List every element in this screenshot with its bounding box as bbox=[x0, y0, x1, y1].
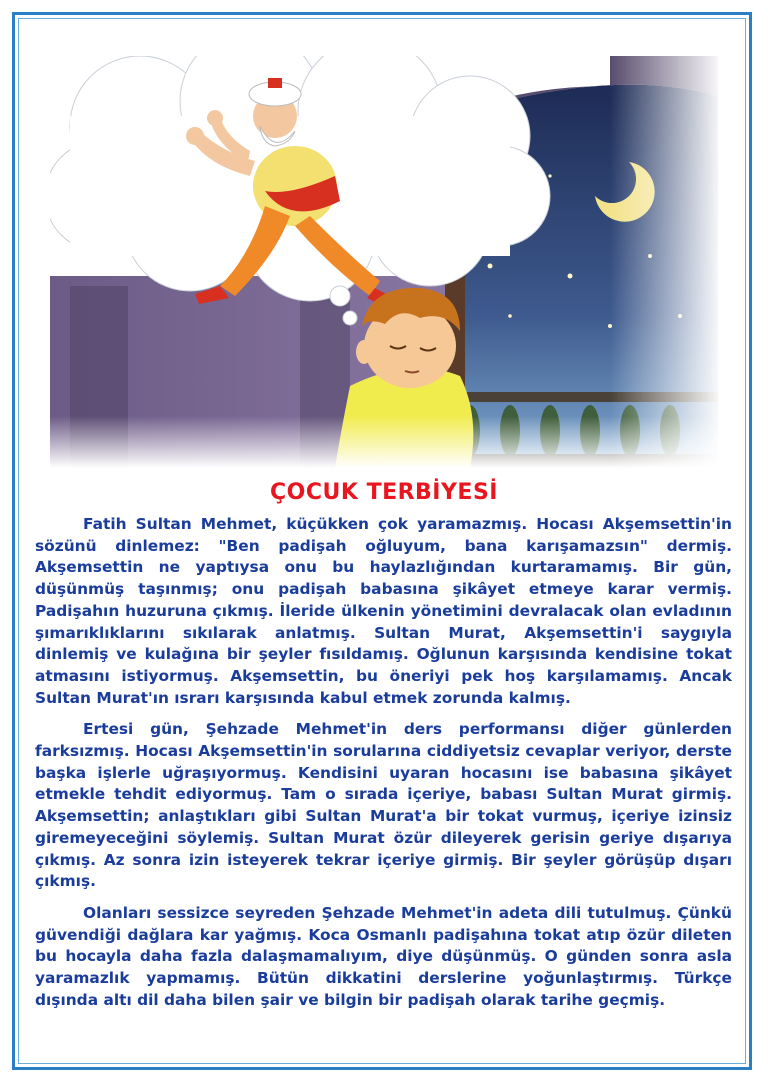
story-paragraph: Olanları sessizce seyreden Şehzade Mehmet'in adeta dili tutulmuş. Çünkü güvendiği dağlara kar yağmış. Koca Osmanlı padişahına tokat atıp özür dileten bu hocayla daha fazla dalaşmamalıyım, diye düşünmüş. O günden sonra asla yaramazlık yapmamış. Bütün dikkatini derslerine yoğunlaştırmış. Türkçe dışında altı dil daha bilen şair ve bilgin bir padişah olarak tarihe geçmiş. bbox=[35, 903, 732, 1009]
story-paragraph: Ertesi gün, Şehzade Mehmet'in ders performansı diğer günlerden farksızmış. Hocası Akşemsettin'in sorularına ciddiyetsiz cevaplar veriyor, derste başka işlerle uğraşıyormuş. Kendisini uyaran hocasını ise babasına şikâyet etmekle tehdit ediyormuş. Tam o sırada içeriye, babası Sultan Murat girmiş. Akşemsettin; anlaştıkları gibi Sultan Murat'a bir tokat vurmuş, içeriye izinsiz giremeyeceğini söylemiş. Sultan Murat özür dileyerek gerisin geriye dışarıya çıkmış. Az sonra izin isteyerek tekrar içeriye girmiş. Bir şeyler görüşüp dışarı çıkmış. bbox=[35, 720, 732, 891]
story-title: ÇOCUK TERBİYESİ bbox=[270, 480, 498, 505]
story-paragraph: Fatih Sultan Mehmet, küçükken çok yaramazmış. Hocası Akşemsettin'in sözünü dinlemez: "Ben padişah oğluyum, bana karışamazsın" dermiş. Akşemsettin ne yaptıysa onu bu haylazlığından kurtaramamış. Bir gün, düşünmüş taşınmış; onu padişah babasına şikâyet etmeye karar vermiş. Padişahın huzuruna çıkmış. İleride ülkenin yönetimini devralacak olan evladının şımarıklıklarını sıkılarak anlatmış. Sultan Murat, Akşemsettin'i saygıyla dinlemiş ve kulağına bir şeyler fısıldamış. Oğlunun karşısında kendisine tokat atmasını istiyormuş. Akşemsettin, bu öneriyi pek hoş karşılamamış. Ancak Sultan Murat'ın ısrarı karşısında kabul etmek zorunda kalmış. bbox=[35, 515, 732, 707]
story-body bbox=[35, 514, 732, 1021]
story-illustration bbox=[50, 56, 718, 468]
